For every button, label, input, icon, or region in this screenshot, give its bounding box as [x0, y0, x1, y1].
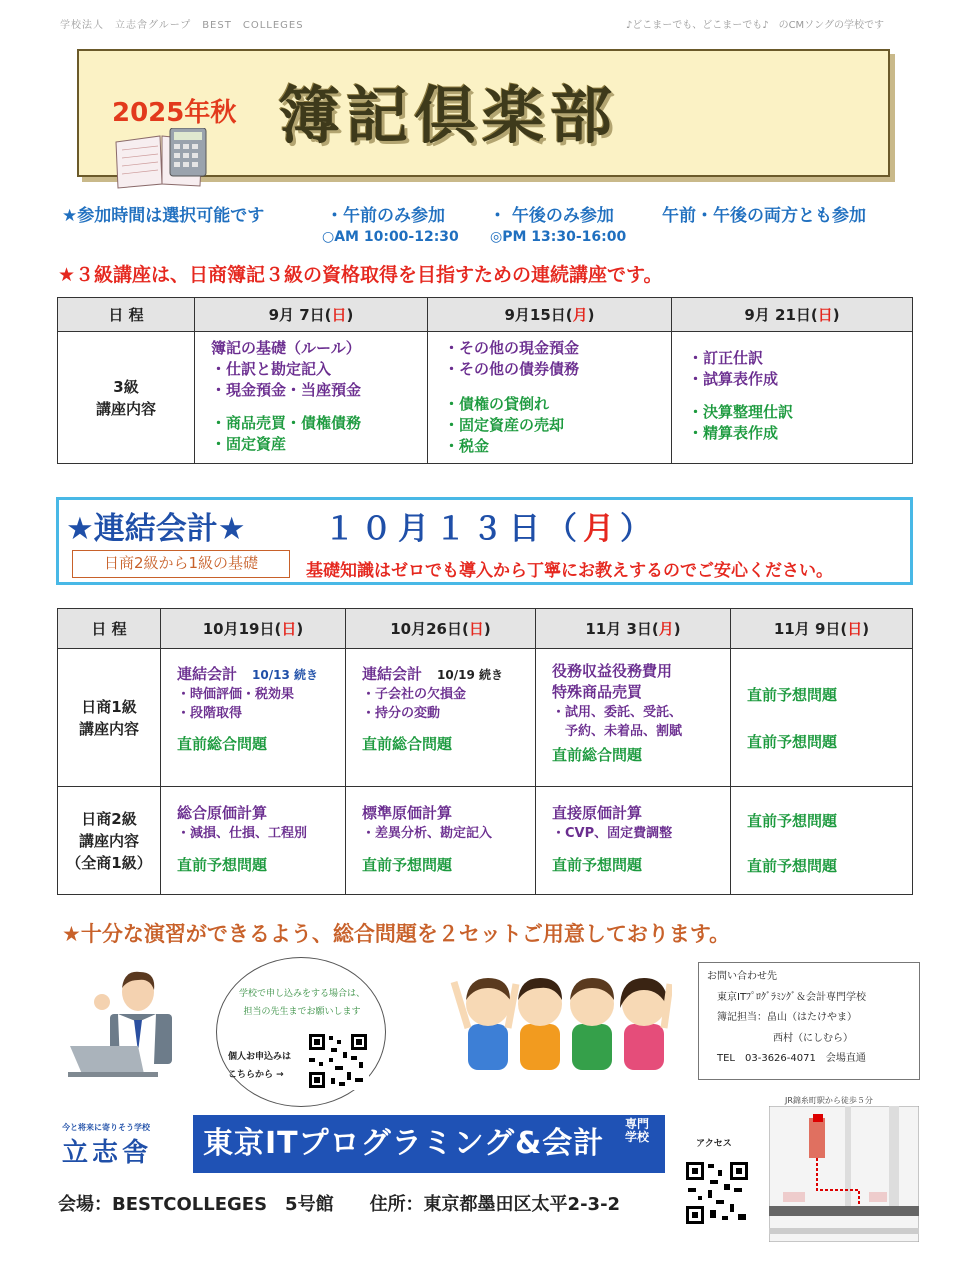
schedule-header: 日 程 — [58, 609, 161, 649]
map-caption: JR錦糸町駅から徒歩５分 — [785, 1096, 873, 1105]
row-label-grade1: 日商1級 講座内容 — [58, 649, 161, 787]
consolidated-title: ★連結会計★ — [66, 511, 246, 547]
qr-code-icon[interactable] — [307, 1032, 369, 1090]
access-qr-code-icon[interactable] — [684, 1160, 750, 1226]
grade3-schedule-table — [57, 297, 913, 464]
ledger-calculator-icon — [112, 128, 212, 190]
grade1-content-cell: 連結会計 10/13 続き ・時価評価・税効果 ・段階取得 直前総合問題 — [161, 649, 346, 787]
option-both: 午前・午後の両方とも参加 — [662, 206, 866, 226]
access-map[interactable] — [769, 1106, 919, 1242]
row-label-grade3: 3級 講座内容 — [58, 332, 195, 464]
grade2-content-cell: 標準原価計算 ・差異分析、勘定記入 直前予想問題 — [346, 787, 536, 895]
contact-box — [698, 962, 920, 1080]
venue-address: 会場：BESTCOLLEGES 5号館 住所：東京都墨田区太平2-3-2 — [58, 1194, 621, 1215]
year-label: 2025年秋 — [112, 98, 237, 128]
grade3-note: ★３級講座は、日商簿記３級の資格取得を目指すための連続講座です。 — [58, 264, 663, 286]
grade2-content-cell: 直前予想問題 直前予想問題 — [731, 787, 913, 895]
date-header: 9月15日(月) — [428, 298, 672, 332]
cheering-kids-illustration — [450, 962, 672, 1090]
contact-title: お問い合わせ先 — [707, 971, 777, 982]
contact-phone[interactable]: TEL 03-3626-4071 会場直通 — [717, 1053, 866, 1064]
businessman-laptop-icon — [68, 962, 198, 1082]
access-label: アクセス — [696, 1139, 732, 1149]
school-group-name: 立志舎 — [62, 1138, 153, 1168]
grade2-content-cell: 総合原価計算 ・減損、仕損、工程別 直前予想問題 — [161, 787, 346, 895]
date-header: 11月 3日(月) — [536, 609, 731, 649]
date-header: 11月 9日(日) — [731, 609, 913, 649]
header-left-text: 学校法人 立志舎グループ BEST COLLEGES — [60, 20, 304, 31]
grade1-content-cell: 連結会計 10/19 続き ・子会社の欠損金 ・持分の変動 直前総合問題 — [346, 649, 536, 787]
date-header: 9月 21日(日) — [672, 298, 913, 332]
grade1-2-schedule-table — [57, 608, 913, 895]
grade2-content-cell: 直接原価計算 ・CVP、固定費調整 直前予想問題 — [536, 787, 731, 895]
grade3-content-cell: ・訂正仕訳 ・試算表作成 ・決算整理仕訳 ・精算表作成 — [672, 332, 913, 464]
schedule-header: 日 程 — [58, 298, 195, 332]
contact-staff: 西村（にしむら） — [773, 1032, 853, 1044]
grade3-content-cell: ・その他の現金預金 ・その他の債券債務 ・債権の貸倒れ ・固定資産の売却 ・税金 — [428, 332, 672, 464]
option-pm: ・ 午後のみ参加 — [489, 206, 614, 226]
grade1-content-cell: 役務収益役務費用 特殊商品売買 ・試用、委託、受託、 予約、未着品、割賦 直前総合問題 — [536, 649, 731, 787]
row-label-grade2: 日商2級 講座内容 （全商1級） — [58, 787, 161, 895]
school-logo[interactable]: 東京ITプログラミング&会計 — [193, 1115, 665, 1173]
header-right-text: ♪どこまーでも、どこまーでも♪ のCMソングの学校です — [625, 20, 884, 31]
time-am: ○AM 10:00-12:30 — [322, 229, 459, 245]
school-tagline: 今と将来に寄りそう学校 — [62, 1123, 150, 1132]
date-header: 9月 7日(日) — [195, 298, 428, 332]
contact-staff: 簿記担当：畠山（はたけやま） — [717, 1012, 857, 1023]
date-header: 10月26日(日) — [346, 609, 536, 649]
practice-note: ★十分な演習ができるよう、総合問題を２セットご用意しております。 — [62, 922, 731, 946]
consolidated-note: 基礎知識はゼロでも導入から丁寧にお教えするのでご安心ください。 — [306, 561, 833, 581]
school-logo-sub: 専門学校 — [625, 1117, 650, 1144]
page-title: 簿記倶楽部 — [278, 79, 619, 152]
participation-intro: ★参加時間は選択可能です — [62, 206, 265, 226]
personal-apply-label: 個人お申込みは こちらから → — [228, 1052, 292, 1080]
level-badge: 日商2級から1級の基礎 — [72, 550, 290, 578]
contact-school: 東京ITﾌﾟﾛｸﾞﾗﾐﾝｸﾞ＆会計専門学校 — [717, 991, 867, 1003]
option-am: ・午前のみ参加 — [326, 206, 445, 226]
time-pm: ◎PM 13:30-16:00 — [490, 229, 627, 245]
date-header: 10月19日(日) — [161, 609, 346, 649]
school-apply-note: 学校で申し込みをする場合は、 担当の先生までお願いします — [238, 989, 365, 1017]
grade1-content-cell: 直前予想問題 直前予想問題 — [731, 649, 913, 787]
consolidated-date: １０月１３日（月） — [324, 511, 657, 547]
grade3-content-cell: 簿記の基礎（ルール） ・仕訳と勘定記入 ・現金預金・当座預金 ・商品売買・債権債務 ・固定資産 — [195, 332, 428, 464]
